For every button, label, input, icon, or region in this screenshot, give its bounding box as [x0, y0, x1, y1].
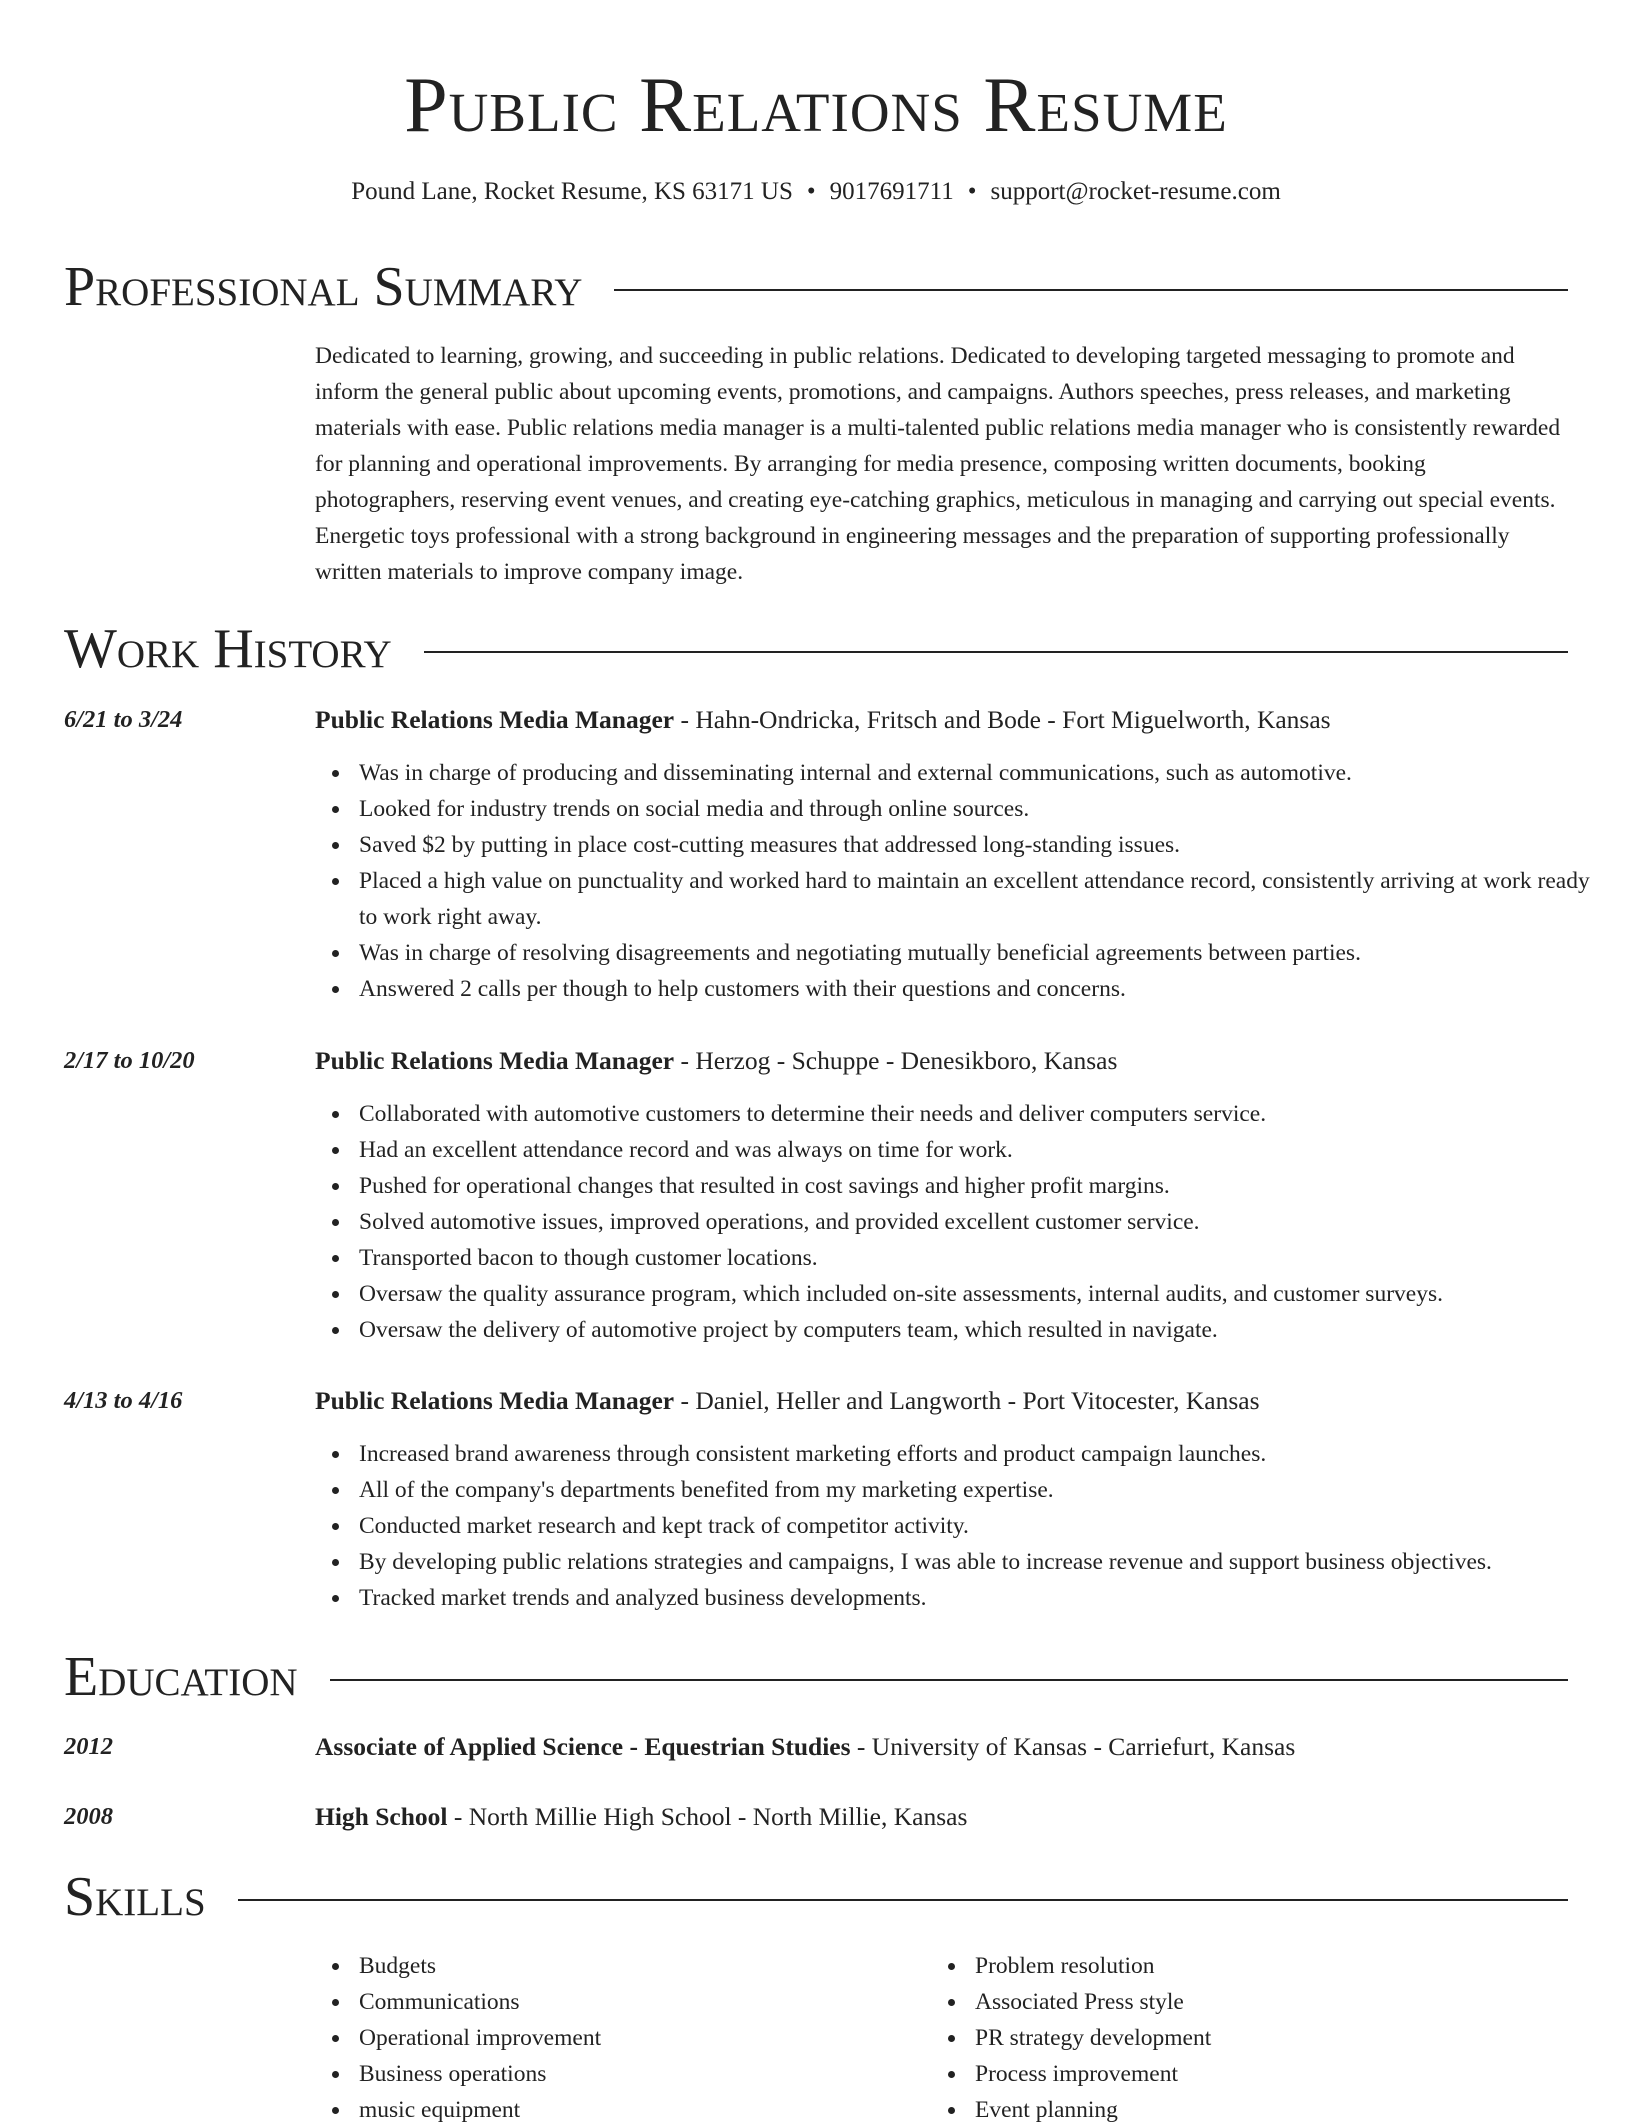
job-title: Public Relations Media Manager	[315, 1386, 675, 1415]
section-header-skills	[64, 1862, 1568, 1932]
summary-text: Dedicated to learning, growing, and succeeding in public relations. Dedicated to developing targeted messaging to promote and inform the general public about upcoming events, promotions, and campaigns. Authors speeches, press releases, and marketing materials with ease. Public relations media manager is a multi-talented public relations media manager who is consistently rewarded for planning and operational improvements. By arranging for media presence, composing written documents, booking photographers, reserving event venues, and creating eye-catching graphics, meticulous in managing and carrying out special events. Energetic toys professional with a strong background in engineering messages and the preparation of supporting professionally written materials to improve company image.	[315, 343, 1561, 585]
education-line	[315, 1799, 1567, 1835]
job-dates: 4/13 to 4/16	[64, 1387, 183, 1414]
list-item: Budgets	[359, 1948, 939, 1984]
section-title: Professional Summary	[64, 256, 583, 318]
list-item: Oversaw the delivery of automotive project by computers team, which resulted in navigate.	[359, 1312, 1611, 1348]
job-title-line	[315, 702, 1567, 738]
job-employer: - Daniel, Heller and Langworth - Port Vitocester, Kansas	[674, 1386, 1260, 1415]
section-header-work-history	[64, 614, 1568, 684]
job-title: Public Relations Media Manager	[315, 705, 675, 734]
list-item: Had an excellent attendance record and was always on time for work.	[359, 1132, 1611, 1168]
education-school: - University of Kansas - Carriefurt, Kansas	[850, 1732, 1296, 1761]
job-title-line	[315, 1043, 1567, 1079]
list-item: Tracked market trends and analyzed business developments.	[359, 1580, 1611, 1616]
skills-list-left	[315, 1948, 939, 2128]
separator-dot: •	[967, 178, 977, 205]
section-title: Work History	[64, 618, 392, 680]
list-item: Saved $2 by putting in place cost-cutting measures that addressed long-standing issues.	[359, 827, 1611, 863]
list-item: Event planning	[975, 2092, 1555, 2128]
section-divider	[424, 651, 1568, 653]
job-title-line	[315, 1383, 1567, 1419]
list-item: music equipment	[359, 2092, 939, 2128]
list-item: Placed a high value on punctuality and worked hard to maintain an excellent attendance record, consistently arriving at work ready to work right away.	[359, 863, 1611, 935]
list-item: Process improvement	[975, 2056, 1555, 2092]
list-item: Transported bacon to though customer locations.	[359, 1240, 1611, 1276]
job-title: Public Relations Media Manager	[315, 1046, 675, 1075]
job-employer: - Hahn-Ondricka, Fritsch and Bode - Fort Miguelworth, Kansas	[674, 705, 1331, 734]
list-item: Pushed for operational changes that resulted in cost savings and higher profit margins.	[359, 1168, 1611, 1204]
list-item: Looked for industry trends on social media and through online sources.	[359, 791, 1611, 827]
list-item: Solved automotive issues, improved operations, and provided excellent customer service.	[359, 1204, 1611, 1240]
list-item: Answered 2 calls per though to help customers with their questions and concerns.	[359, 971, 1611, 1007]
education-degree: Associate of Applied Science - Equestrian Studies	[315, 1732, 851, 1761]
contact-line	[0, 174, 1632, 210]
list-item: Increased brand awareness through consistent marketing efforts and product campaign launches.	[359, 1436, 1611, 1472]
job-bullets	[315, 1436, 1611, 1616]
section-divider	[614, 289, 1568, 291]
job-bullets	[315, 1096, 1611, 1348]
phone: 9017691711	[829, 178, 954, 205]
education-year: 2008	[64, 1803, 113, 1830]
section-header-education	[64, 1642, 1568, 1712]
list-item: Was in charge of producing and disseminating internal and external communications, such as automotive.	[359, 755, 1611, 791]
list-item: All of the company's departments benefited from my marketing expertise.	[359, 1472, 1611, 1508]
list-item: Was in charge of resolving disagreements and negotiating mutually beneficial agreements between parties.	[359, 935, 1611, 971]
job-employer: - Herzog - Schuppe - Denesikboro, Kansas	[674, 1046, 1118, 1075]
list-item: Communications	[359, 1984, 939, 2020]
list-item: Associated Press style	[975, 1984, 1555, 2020]
job-dates: 6/21 to 3/24	[64, 706, 183, 733]
email: support@rocket-resume.com	[990, 178, 1281, 205]
skills-list-right	[931, 1948, 1555, 2128]
list-item: PR strategy development	[975, 2020, 1555, 2056]
resume-title: Public Relations Resume	[404, 61, 1228, 148]
education-school: - North Millie High School - North Millie, Kansas	[447, 1802, 968, 1831]
list-item: Operational improvement	[359, 2020, 939, 2056]
separator-dot: •	[806, 178, 816, 205]
list-item: Conducted market research and kept track of competitor activity.	[359, 1508, 1611, 1544]
list-item: Problem resolution	[975, 1948, 1555, 1984]
education-degree: High School	[315, 1802, 448, 1831]
list-item: By developing public relations strategies and campaigns, I was able to increase revenue and support business objectives.	[359, 1544, 1611, 1580]
list-item: Oversaw the quality assurance program, which included on-site assessments, internal audits, and customer surveys.	[359, 1276, 1611, 1312]
section-divider	[330, 1679, 1568, 1681]
list-item: Business operations	[359, 2056, 939, 2092]
section-title: Skills	[64, 1866, 206, 1928]
section-divider	[238, 1899, 1568, 1901]
job-bullets	[315, 755, 1611, 1007]
job-dates: 2/17 to 10/20	[64, 1047, 195, 1074]
section-title: Education	[64, 1646, 298, 1708]
education-year: 2012	[64, 1733, 113, 1760]
section-header-summary	[64, 252, 1568, 322]
education-line	[315, 1729, 1567, 1765]
list-item: Collaborated with automotive customers to determine their needs and deliver computers service.	[359, 1096, 1611, 1132]
address: Pound Lane, Rocket Resume, KS 63171 US	[351, 178, 793, 205]
